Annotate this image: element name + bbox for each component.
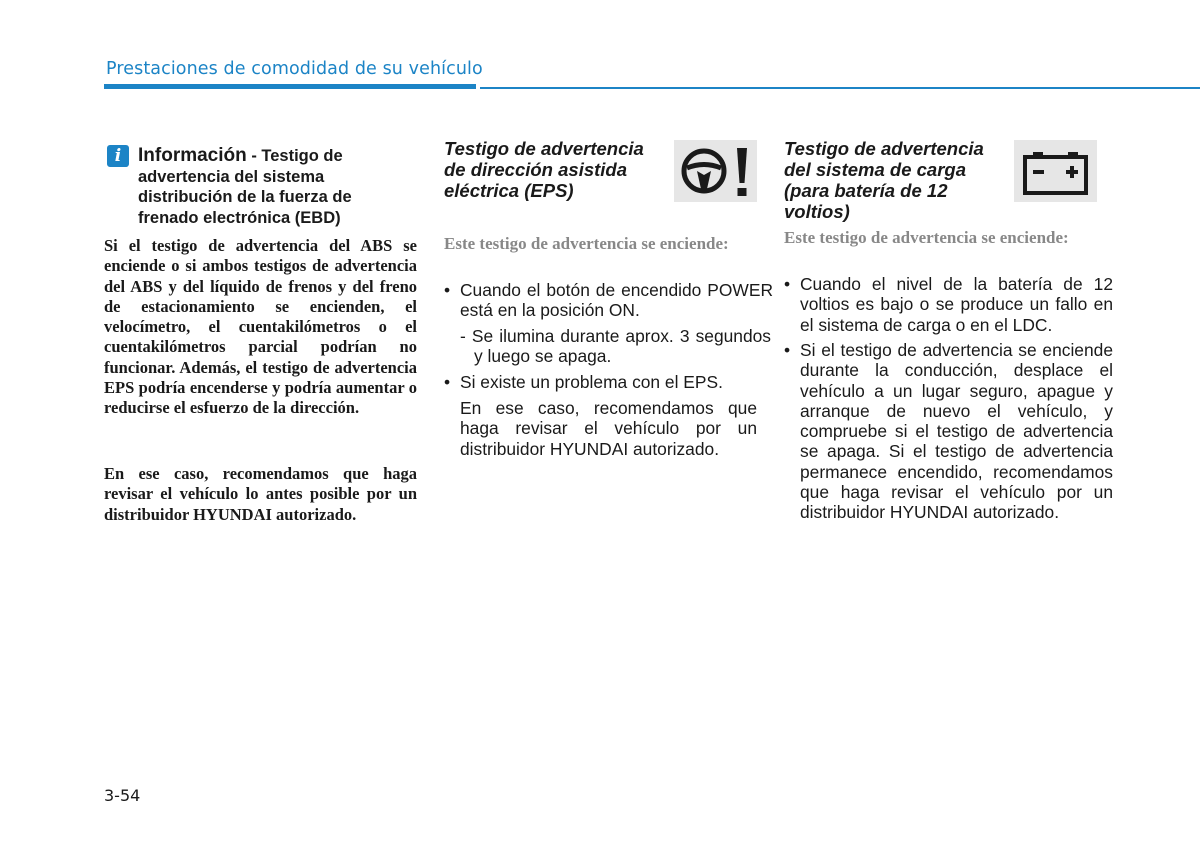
eps-paragraph: En ese caso, recomendamos que haga revisar el vehículo por un distribuidor HYUNDAI autorizado.	[460, 398, 757, 459]
header-rule-accent	[104, 84, 476, 89]
charging-bullet-1: • Cuando el nivel de la batería de 12 voltios es bajo o se produce un fallo en el sistema de carga o en el LDC.	[784, 274, 1113, 335]
eps-bullet-2: • Si existe un problema con el EPS.	[444, 372, 773, 392]
eps-bullet-1: • Cuando el botón de encendido POWER está en la posición ON.	[444, 280, 773, 321]
eps-subheading: Este testigo de advertencia se enciende:	[444, 234, 729, 253]
eps-heading: Testigo de advertencia de dirección asistida eléctrica (EPS)	[444, 138, 644, 201]
info-paragraph-1: Si el testigo de advertencia del ABS se enciende o si ambos testigos de advertencia del ABS y del líquido de frenos y del freno de estacionamiento se encienden, el velocímetro, el cuentakilómetros o el cuentakilómetros parcial podrían no funcionar. Además, el testigo de advertencia EPS podría encenderse y podría aumentar o reducirse el esfuerzo de la dirección.	[104, 236, 417, 418]
steering-wheel-warning-icon	[674, 140, 757, 202]
charging-bullet-2: • Si el testigo de advertencia se enciende durante la conducción, desplace el vehículo a un lugar seguro, apague y arranque de nuevo el vehículo, y compruebe si el testigo de advertencia se apaga. Si el testigo de advertencia permanece encendido, recomendamos que haga revisar el vehículo por un distribuidor HYUNDAI autorizado.	[784, 340, 1113, 523]
info-paragraph-2: En ese caso, recomendamos que haga revisar el vehículo lo antes posible por un distribuidor HYUNDAI autorizado.	[104, 464, 417, 524]
info-heading-rest: - Testigo de advertencia del sistema distribución de la fuerza de frenado electrónica (EBD)	[138, 147, 352, 227]
section-title: Prestaciones de comodidad de su vehículo	[106, 59, 483, 79]
header-rule	[480, 87, 1200, 89]
charging-heading: Testigo de advertencia del sistema de carga (para batería de 12 voltios)	[784, 138, 984, 222]
eps-sub-item: - Se ilumina durante aprox. 3 segundos y luego se apaga.	[460, 326, 771, 367]
info-icon: i	[107, 145, 129, 167]
battery-icon	[1014, 140, 1097, 202]
page-number: 3-54	[104, 786, 141, 805]
info-heading	[138, 146, 408, 228]
info-heading-lead: Información	[138, 145, 247, 166]
charging-subheading: Este testigo de advertencia se enciende:	[784, 228, 1069, 247]
